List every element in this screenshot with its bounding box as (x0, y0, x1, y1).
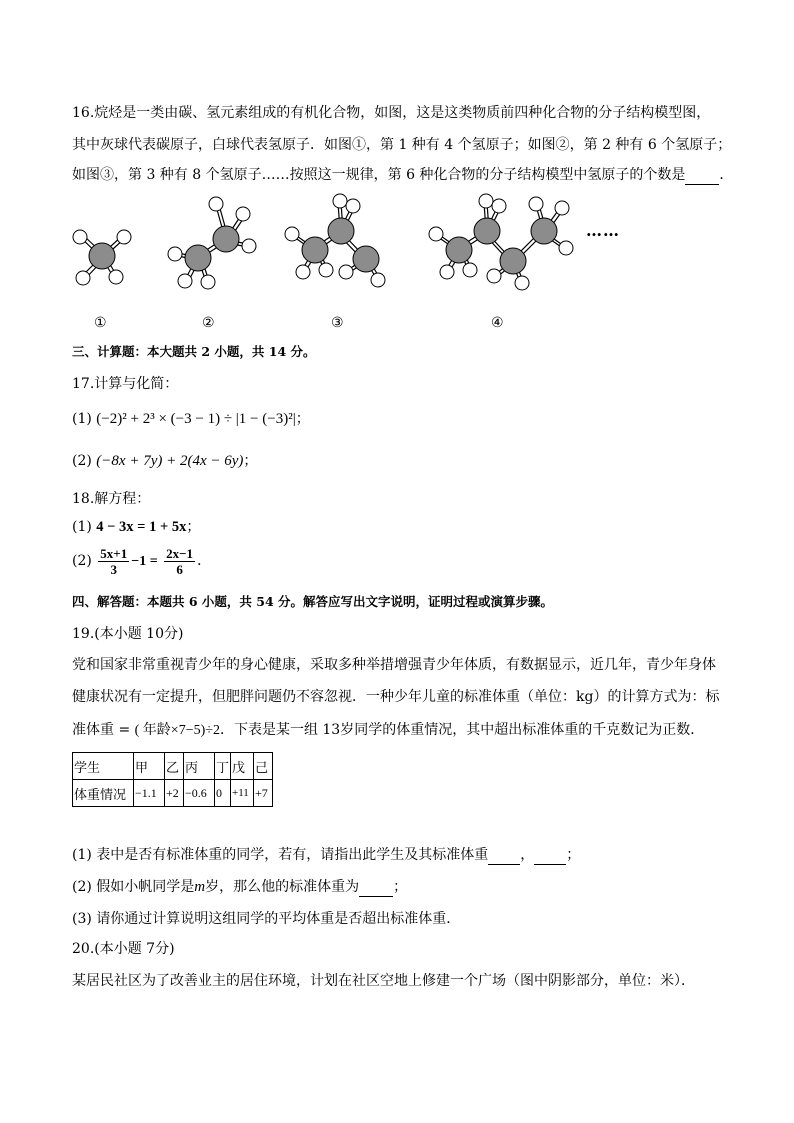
q20-line1: 某居民社区为了改善业主的居住环境，计划在社区空地上修建一个广场（图中阴影部分，单位：米）． (72, 973, 695, 989)
q17-part2-expression: (−8x + 7y) + 2(4x − 6y) (96, 453, 244, 469)
q16-line3-text: 如图③，第 3 种有 8 个氢原子……按照这一规律，第 6 种化合物的分子结构模型中氢原子的个数是 (72, 167, 686, 183)
hydrogen-atom (555, 201, 569, 215)
molecule-ellipsis: …… (586, 221, 620, 240)
q17-part2 (72, 449, 257, 473)
q19-sub1-text: (1) 表中是否有标准体重的同学，若有，请指出此学生及其标准体重 (72, 847, 489, 863)
hydrogen-atom (479, 194, 493, 208)
table-cell: 乙 (165, 753, 184, 780)
q19-line2: 健康状况有一定提升，但肥胖问题仍不容忽视．一种少年儿童的标准体重（单位：kg）的计算方式为：标 (72, 689, 720, 705)
table-cell: +11 (231, 780, 254, 807)
molecule-3-diagram (280, 188, 390, 292)
table-cell: 己 (254, 753, 273, 780)
q19-sub2-text: (2) 假如小帆同学是 (72, 879, 195, 895)
q19-subquestion-2 (72, 878, 407, 897)
table-cell: −1.1 (134, 780, 165, 807)
molecule-4-diagram (424, 188, 584, 298)
hydrogen-atom (529, 197, 543, 211)
q18-part2 (72, 544, 211, 579)
hydrogen-atom (346, 199, 360, 213)
fraction-left (98, 546, 129, 577)
hydrogen-atom (201, 275, 215, 289)
hydrogen-atom (296, 265, 310, 279)
hydrogen-atom (487, 269, 501, 283)
q16-line3 (72, 166, 733, 185)
hydrogen-atom (559, 241, 573, 255)
q19-subquestion-3: (3) 请你通过计算说明这组同学的平均体重是否超出标准体重． (72, 911, 461, 927)
fraction-left-denominator: 3 (110, 561, 117, 577)
q17-part1-expression: (−2)² + 2³ × (−3 − 1) ÷ |1 − (−3)²| (96, 411, 296, 427)
q19-line1: 党和国家非常重视青少年的身心健康，采取多种举措增强青少年体质，有数据显示，近几年，青少年身体 (72, 657, 716, 673)
table-cell: 甲 (134, 753, 165, 780)
q16-line2: 其中灰球代表碳原子，白球代表氢原子．如图①，第 1 种有 4 个氢原子；如图②，第 2 种有 6 个氢原子； (72, 137, 732, 153)
table-row (73, 780, 273, 807)
hydrogen-atom (339, 265, 353, 279)
table-cell: +2 (165, 780, 184, 807)
table-cell: 体重情况 (73, 780, 134, 807)
q18-title: 18.解方程： (72, 491, 151, 507)
hydrogen-atom (76, 271, 90, 285)
hydrogen-atom (319, 263, 333, 277)
molecule-2-diagram (160, 192, 260, 292)
table-row (73, 753, 273, 780)
answer-blank[interactable] (534, 846, 566, 865)
hydrogen-atom (117, 230, 131, 244)
answer-blank[interactable] (359, 878, 393, 897)
hydrogen-atom (285, 227, 299, 241)
section-3-heading: 三、计算题：本大题共 2 小题，共 14 分。 (72, 344, 316, 359)
fraction-right (164, 546, 195, 577)
fraction-right-numerator: 2x−1 (166, 545, 194, 561)
hydrogen-atom (429, 227, 443, 241)
hydrogen-atom (73, 230, 87, 244)
table-cell: 戊 (231, 753, 254, 780)
table-cell: 丙 (184, 753, 215, 780)
carbon-atom (302, 237, 328, 263)
hydrogen-atom (209, 197, 223, 211)
q16-line3-end: ． (719, 167, 734, 183)
hydrogen-atom (236, 207, 250, 221)
q18-part1-equation: 4 − 3x = 1 + 5x (96, 519, 187, 535)
fraction-right-denominator: 6 (176, 561, 183, 577)
q17-part2-label: (2) (72, 453, 92, 469)
carbon-atom (328, 218, 354, 244)
table-cell: 0 (215, 780, 231, 807)
molecule-1-label: ① (94, 315, 107, 331)
hydrogen-atom (242, 239, 256, 253)
carbon-atom (213, 226, 239, 252)
hydrogen-atom (463, 263, 477, 277)
q17-part2-end: ； (243, 453, 258, 469)
carbon-atom (474, 218, 500, 244)
hydrogen-atom (492, 199, 506, 213)
molecule-1-diagram (62, 222, 142, 294)
q19-line3 (72, 718, 704, 743)
q17-part1-end: ； (295, 411, 310, 427)
variable-m: m (194, 879, 206, 895)
q20-header: 20.(本小题 7分) (72, 941, 175, 957)
carbon-atom (531, 218, 557, 244)
molecule-3-label: ③ (331, 315, 344, 331)
q18-part1-end: ； (186, 519, 201, 535)
hydrogen-atom (168, 247, 182, 261)
q19-sub1-comma: ， (520, 847, 535, 863)
section-4-heading: 四、解答题：本题共 6 小题，共 54 分。解答应写出文字说明，证明过程或演算步骤。 (72, 594, 554, 609)
carbon-atom (89, 243, 115, 269)
table-cell: +7 (254, 780, 273, 807)
q19-line3-start: 准体重 = (72, 722, 131, 738)
q18-part2-label: (2) (72, 553, 92, 569)
hydrogen-atom (178, 274, 192, 288)
q17-part1 (72, 407, 310, 431)
table-cell: 丁 (215, 753, 231, 780)
q18-part1 (72, 518, 200, 536)
q18-part2-end: ． (197, 553, 212, 569)
q19-line3-end: ．下表是某一组 13岁同学的体重情况，其中超出标准体重的千克数记为正数． (219, 722, 705, 738)
fraction-left-numerator: 5x+1 (100, 545, 128, 561)
carbon-atom (500, 248, 526, 274)
answer-blank[interactable] (685, 166, 719, 185)
q18-part2-middle: −1 = (131, 554, 158, 569)
hydrogen-atom (515, 276, 529, 290)
q17-part1-label: (1) (72, 411, 92, 427)
standard-weight-formula: ( 年龄×7−5)÷2 (134, 723, 220, 738)
q19-header: 19.(本小题 10分) (72, 626, 184, 642)
carbon-atom (353, 246, 379, 272)
table-cell: −0.6 (184, 780, 215, 807)
table-cell: 学生 (73, 753, 134, 780)
q19-sub2-text-2: 岁，那么他的标准体重为 (205, 879, 360, 895)
hydrogen-atom (109, 270, 123, 284)
carbon-atom (185, 245, 211, 271)
molecule-2-label: ② (202, 315, 215, 331)
q19-sub2-end: ； (393, 879, 408, 895)
hydrogen-atom (371, 273, 385, 287)
molecule-4-label: ④ (491, 315, 504, 331)
q19-sub1-end: ； (566, 847, 581, 863)
q18-part1-label: (1) (72, 519, 92, 535)
q17-title: 17.计算与化简： (72, 376, 179, 392)
q19-subquestion-1 (72, 846, 580, 865)
answer-blank[interactable] (488, 846, 520, 865)
hydrogen-atom (440, 265, 454, 279)
carbon-atom (446, 237, 472, 263)
hydrogen-atom (333, 194, 347, 208)
q16-line1: 16.烷烃是一类由碳、氢元素组成的有机化合物，如图，这是这类物质前四种化合物的分子结构模型图， (72, 105, 711, 121)
weight-table (72, 752, 273, 807)
